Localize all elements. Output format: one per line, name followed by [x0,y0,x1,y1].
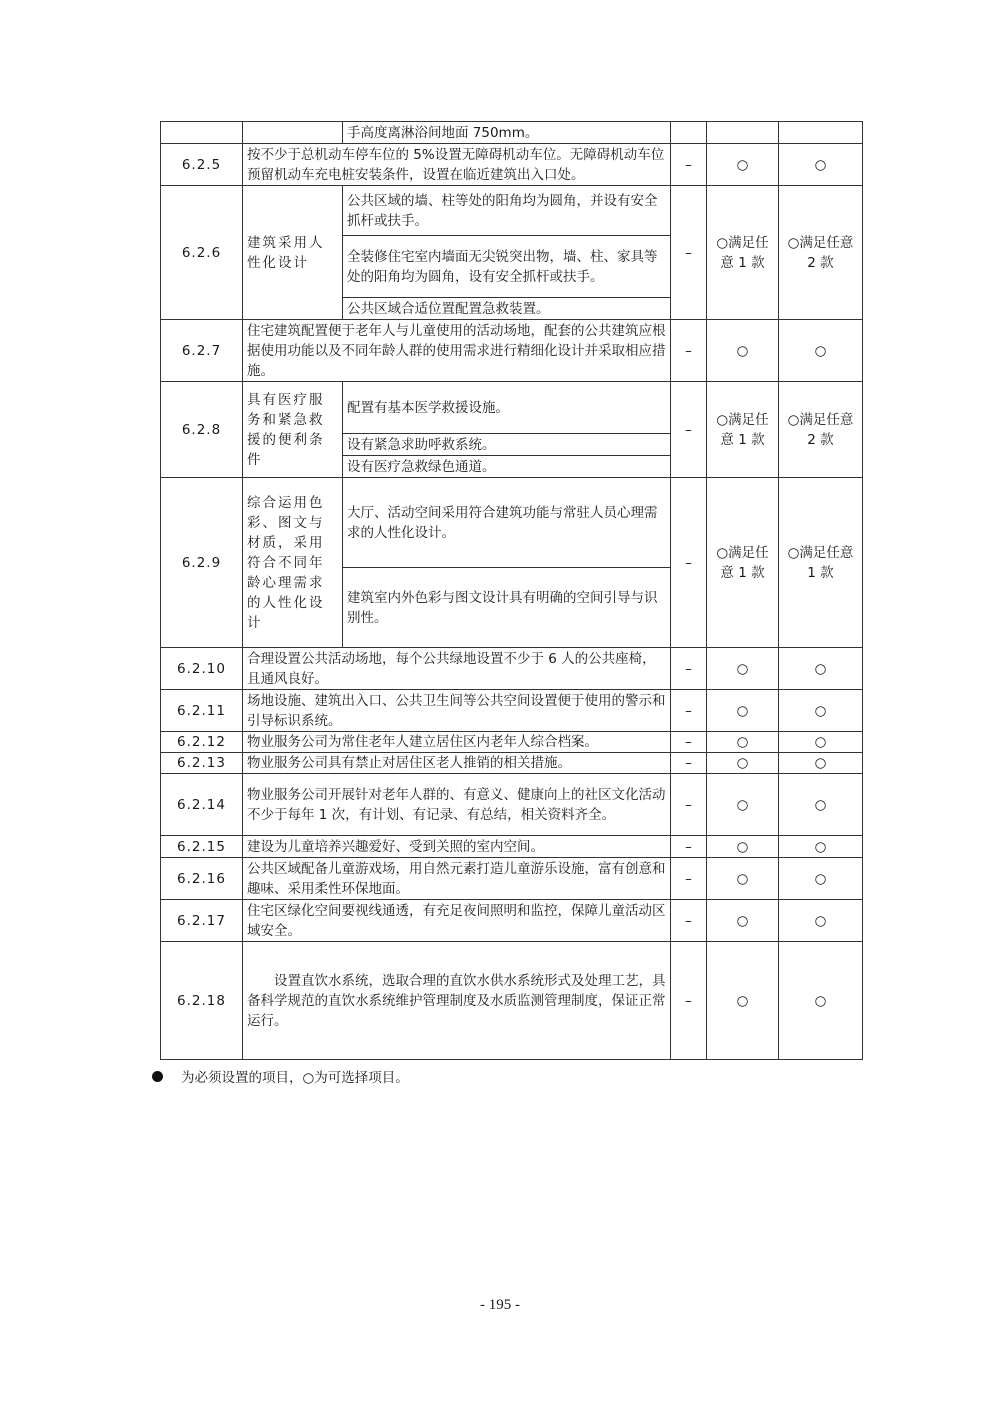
item-text: 物业服务公司开展针对老年人群的、有意义、健康向上的社区文化活动不少于每年 1 次，有计划、有记录、有总结，相关资料齐全。 [243,774,671,836]
col1-mark: – [671,648,707,690]
sub-item: 公共区域的墙、柱等处的阳角均为圆角，并设有安全抓杆或扶手。 [343,186,671,236]
item-text: 建设为儿童培养兴趣爱好、受到关照的室内空间。 [243,836,671,858]
table-row [161,478,863,568]
col1-mark: – [671,900,707,942]
table-row [161,858,863,900]
col2-mark: ○ [707,774,779,836]
col3-mark: ○ [779,942,863,1060]
col1-mark: – [671,753,707,774]
table-row [161,753,863,774]
filled-circle-icon [152,1071,163,1082]
sub-item: 建筑室内外色彩与图文设计具有明确的空间引导与识别性。 [343,568,671,648]
col3-mark: ○ [779,836,863,858]
table-row [161,648,863,690]
sub-item: 全装修住宅室内墙面无尖锐突出物，墙、柱、家具等处的阳角均为圆角，设有安全抓杆或扶手。 [343,236,671,298]
item-text: 合理设置公共活动场地，每个公共绿地设置不少于 6 人的公共座椅，且通风良好。 [243,648,671,690]
col2-mark: ○ [707,858,779,900]
col1-mark: – [671,690,707,732]
col3-mark: ○满足任意 2 款 [779,186,863,320]
table-row [161,122,863,144]
col3-mark: ○ [779,774,863,836]
col3-mark: ○ [779,900,863,942]
col2-mark: ○ [707,942,779,1060]
col3-mark: ○ [779,320,863,382]
table-row [161,732,863,753]
table-row [161,382,863,434]
col3-mark: ○ [779,144,863,186]
col1-mark: – [671,942,707,1060]
col3-mark: ○ [779,753,863,774]
item-text: 物业服务公司为常住老年人建立居住区内老年人综合档案。 [243,732,671,753]
item-text: 手高度离淋浴间地面 750mm。 [343,122,671,144]
item-code: 6.2.14 [161,774,243,836]
col2-mark: ○ [707,836,779,858]
col1-mark: – [671,186,707,320]
item-topic: 综合运用色彩、图文与材质，采用符合不同年龄心理需求的人性化设计 [243,478,343,648]
col2-mark: ○ [707,753,779,774]
col1-mark: – [671,774,707,836]
item-text: 住宅建筑配置便于老年人与儿童使用的活动场地，配套的公共建筑应根据使用功能以及不同年龄人群的使用需求进行精细化设计并采取相应措施。 [243,320,671,382]
table-row [161,774,863,836]
item-code: 6.2.16 [161,858,243,900]
item-code: 6.2.13 [161,753,243,774]
sub-item: 设有紧急求助呼救系统。 [343,434,671,456]
col2-mark: ○ [707,648,779,690]
table-row [161,320,863,382]
col2-mark: ○ [707,320,779,382]
table-row [161,186,863,236]
item-text: 场地设施、建筑出入口、公共卫生间等公共空间设置便于使用的警示和引导标识系统。 [243,690,671,732]
table-row [161,144,863,186]
col2-mark: ○满足任意 1 款 [707,382,779,478]
legend-text: 为必须设置的项目，○为可选择项目。 [181,1070,409,1086]
item-code: 6.2.12 [161,732,243,753]
sub-item: 公共区域合适位置配置急救装置。 [343,298,671,320]
legend-note [152,1066,409,1086]
item-code: 6.2.15 [161,836,243,858]
col2-mark: ○ [707,732,779,753]
item-code: 6.2.6 [161,186,243,320]
item-code: 6.2.18 [161,942,243,1060]
col3-mark: ○ [779,732,863,753]
col3-mark: ○ [779,648,863,690]
col1-mark: – [671,478,707,648]
evaluation-table [160,121,863,1060]
table-row [161,942,863,1060]
col2-mark: ○ [707,900,779,942]
col1-mark: – [671,320,707,382]
sub-item: 大厅、活动空间采用符合建筑功能与常驻人员心理需求的人性化设计。 [343,478,671,568]
item-code: 6.2.11 [161,690,243,732]
item-text: 设置直饮水系统，选取合理的直饮水供水系统形式及处理工艺，具备科学规范的直饮水系统维护管理制度及水质监测管理制度，保证正常运行。 [247,972,666,1029]
item-code: 6.2.8 [161,382,243,478]
item-code: 6.2.7 [161,320,243,382]
item-topic: 具有医疗服务和紧急救援的便利条件 [243,382,343,478]
table-row [161,900,863,942]
col1-mark: – [671,382,707,478]
item-code: 6.2.10 [161,648,243,690]
sub-item: 配置有基本医学救援设施。 [343,382,671,434]
item-text: 物业服务公司具有禁止对居住区老人推销的相关措施。 [243,753,671,774]
table-row [161,836,863,858]
item-code: 6.2.5 [161,144,243,186]
col2-mark: ○满足任意 1 款 [707,478,779,648]
item-text: 住宅区绿化空间要视线通透，有充足夜间照明和监控，保障儿童活动区域安全。 [243,900,671,942]
col2-mark: ○满足任意 1 款 [707,186,779,320]
col1-mark: – [671,836,707,858]
col3-mark: ○满足任意 2 款 [779,382,863,478]
item-text: 公共区域配备儿童游戏场，用自然元素打造儿童游乐设施，富有创意和趣味、采用柔性环保地面。 [243,858,671,900]
col3-mark: ○ [779,858,863,900]
col1-mark: – [671,144,707,186]
table-row [161,690,863,732]
item-code: 6.2.9 [161,478,243,648]
page-number: - 195 - [480,1297,520,1313]
sub-item: 设有医疗急救绿色通道。 [343,456,671,478]
col2-mark: ○ [707,144,779,186]
item-topic: 建筑采用人性化设计 [243,186,343,320]
col2-mark: ○ [707,690,779,732]
col1-mark: – [671,732,707,753]
item-code: 6.2.17 [161,900,243,942]
item-text: 按不少于总机动车停车位的 5%设置无障碍机动车位。无障碍机动车位预留机动车充电桩安装条件，设置在临近建筑出入口处。 [243,144,671,186]
item-text-cell [243,942,671,1060]
col1-mark: – [671,858,707,900]
col3-mark: ○满足任意 1 款 [779,478,863,648]
col3-mark: ○ [779,690,863,732]
